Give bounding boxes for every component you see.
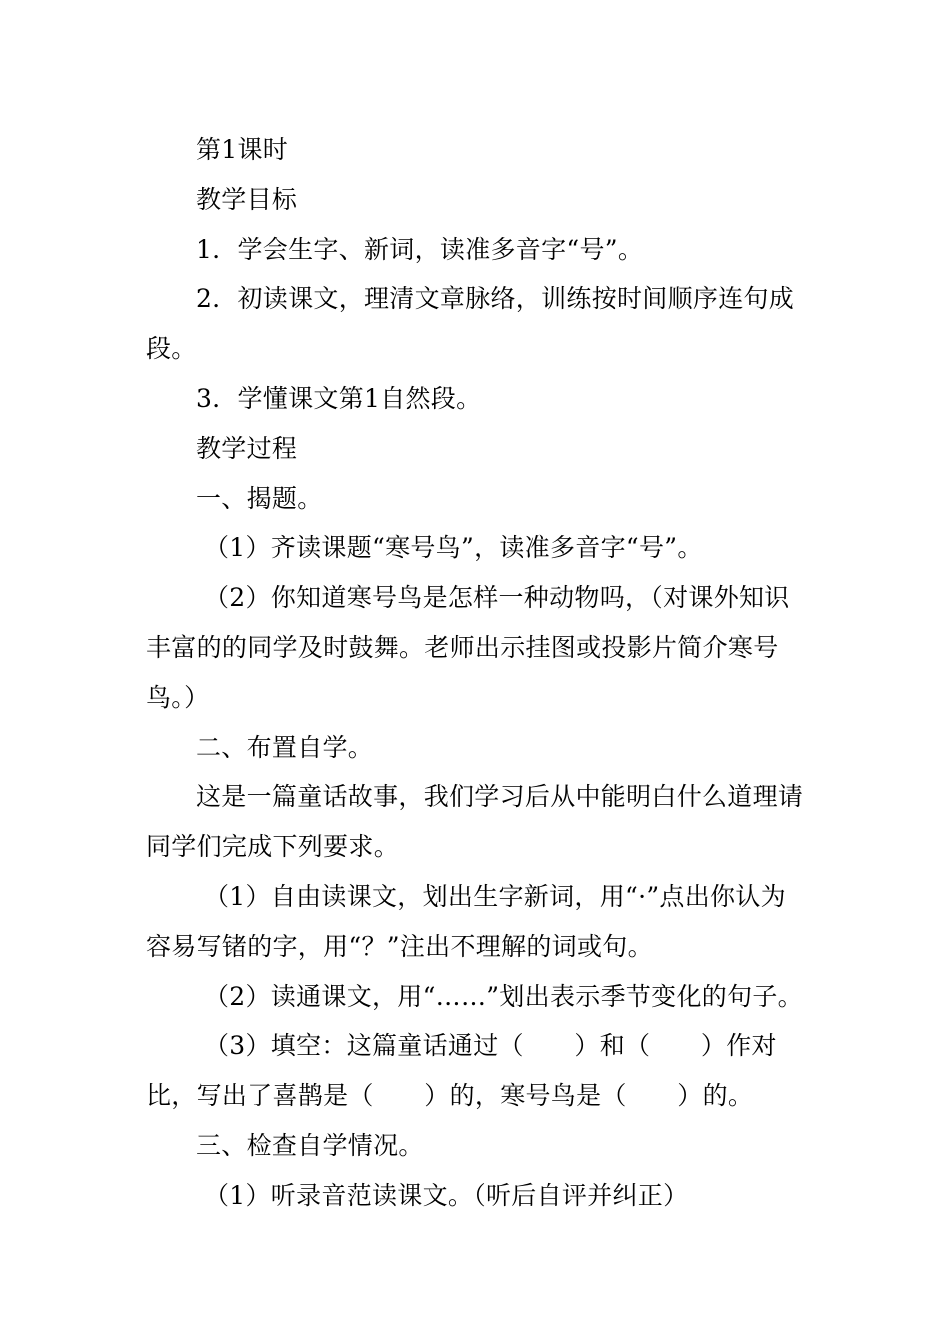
- step-3-item-1: （1）听录音范读课文。（听后自评并纠正）: [204, 1180, 689, 1210]
- lesson-heading: 第1课时: [196, 135, 289, 164]
- step-heading-1: 一、揭题。: [196, 483, 323, 513]
- section-heading-process: 教学过程: [196, 433, 298, 463]
- objective-item-3: 3．学懂课文第1自然段。: [196, 383, 482, 413]
- step-1-item-1: （1）齐读课题“寒号鸟”，读准多音字“号”。: [204, 533, 703, 563]
- step-heading-3: 三、检查自学情况。: [196, 1130, 424, 1160]
- document-body: [146, 125, 811, 1221]
- step-2-intro: 这是一篇童话故事，我们学习后从中能明白什么道理请同学们完成下列要求。: [146, 782, 804, 862]
- step-2-item-2: （2）读通课文，用“……”划出表示季节变化的句子。: [204, 981, 803, 1011]
- section-heading-objectives: 教学目标: [196, 184, 298, 214]
- step-heading-2: 二、布置自学。: [196, 732, 374, 762]
- objective-item-2: 2．初读课文，理清文章脉络，训练按时间顺序连句成段。: [146, 284, 795, 364]
- objective-item-1: 1．学会生字、新词，读准多音字“号”。: [196, 234, 644, 264]
- step-2-item-1: （1）自由读课文，划出生字新词，用“·”点出你认为容易写锗的字，用“？”注出不理解的词或句。: [146, 881, 786, 961]
- step-2-item-3: （3）填空：这篇童话通过（ ）和（ ）作对比，写出了喜鹊是（ ）的，寒号鸟是（ ）的。: [146, 1031, 777, 1111]
- step-1-item-2: （2）你知道寒号鸟是怎样一种动物吗，（对课外知识丰富的的同学及时鼓舞。老师出示挂图或投影片简介寒号鸟。）: [146, 583, 790, 712]
